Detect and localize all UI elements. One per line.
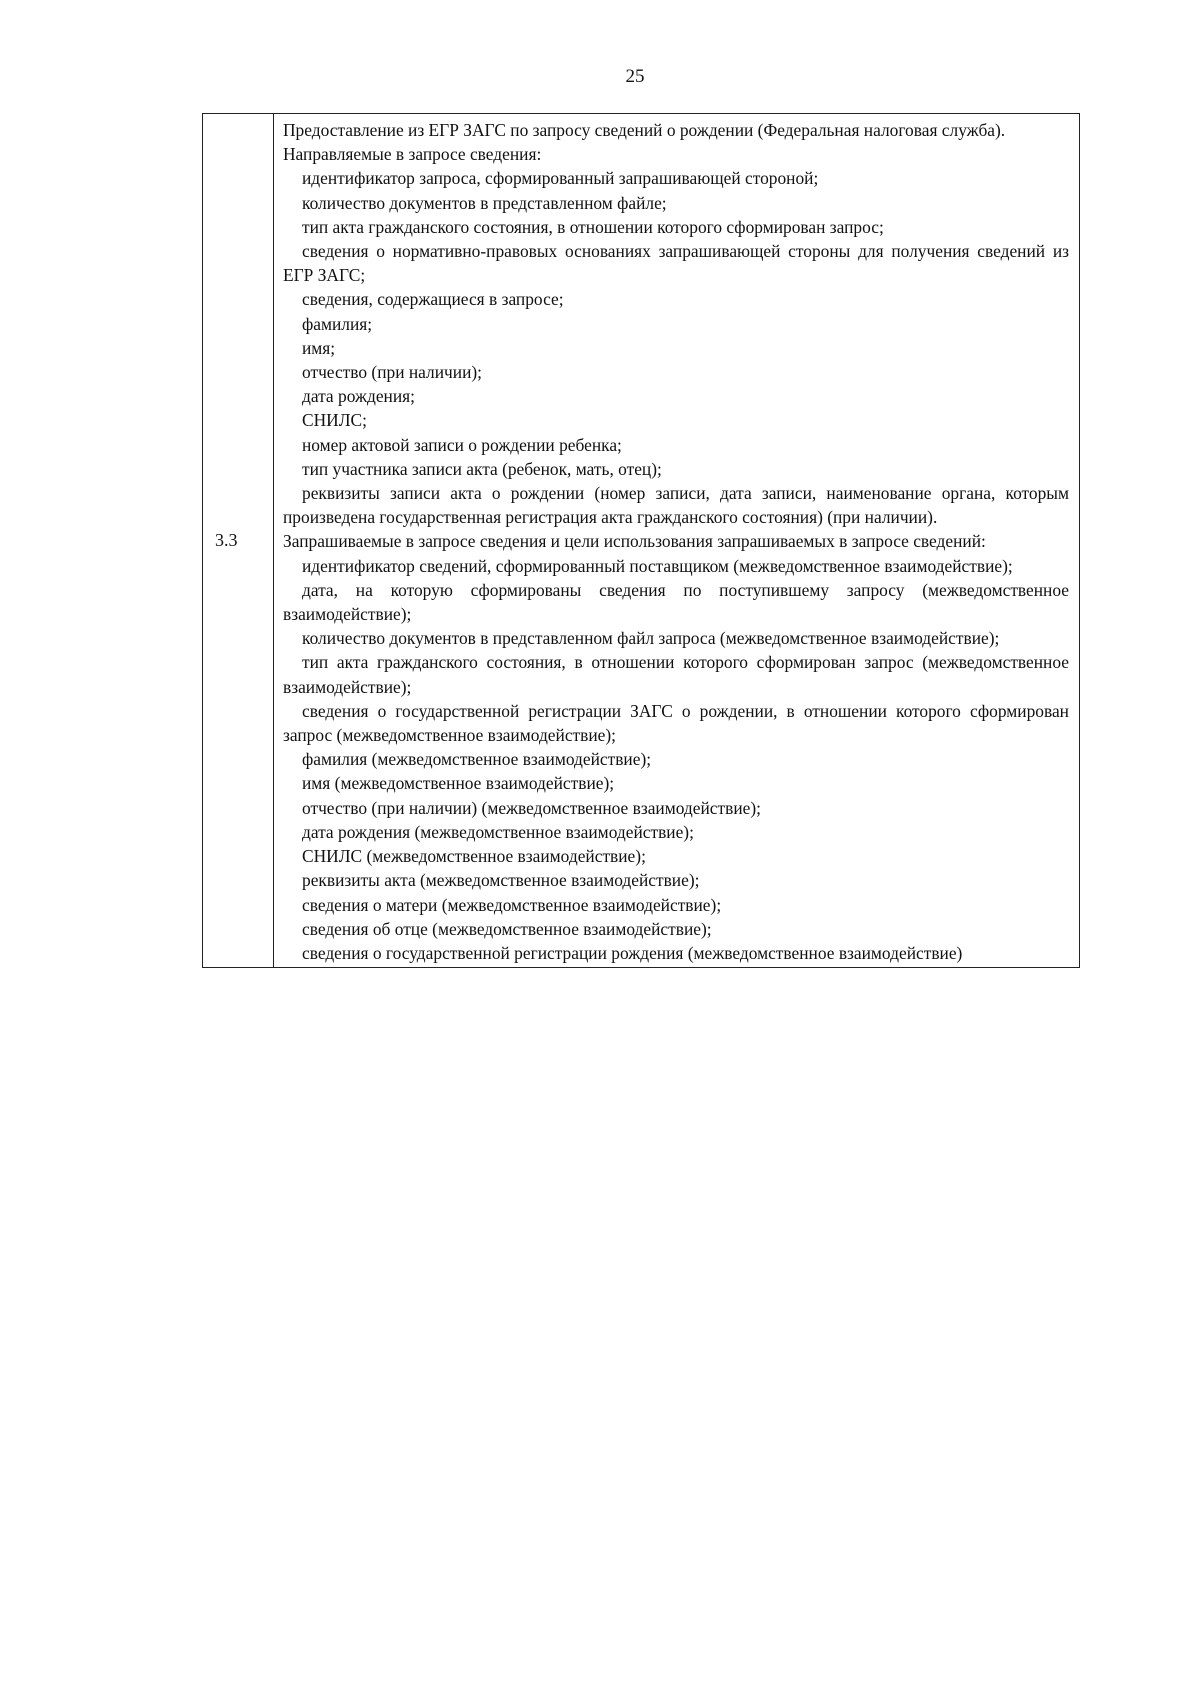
row-content-cell [274,114,1080,968]
content-paragraph: имя (межведомственное взаимодействие); [302,773,615,794]
content-paragraph: идентификатор запроса, сформированный запрашивающей стороной; [302,168,819,189]
content-paragraph: сведения о государственной регистрации ЗАГС о рождении, в отношении которого сформирован запрос (межведомственное взаимодействие); [283,700,1069,746]
content-paragraph: сведения о государственной регистрации рождения (межведомственное взаимодействие) [302,942,963,963]
content-paragraph: идентификатор сведений, сформированный поставщиком (межведомственное взаимодействие); [302,555,1013,576]
table-row [203,114,1080,968]
paragraph-list [283,118,1069,965]
content-paragraph: количество документов в представленном файле; [302,192,667,213]
content-paragraph: Направляемые в запросе сведения: [283,144,542,165]
content-paragraph: отчество (при наличии); [302,362,483,383]
content-paragraph: дата рождения; [302,386,415,407]
content-paragraph: сведения, содержащиеся в запросе; [302,289,564,310]
content-paragraph: фамилия; [302,313,373,334]
row-number-cell: 3.3 [203,114,274,968]
content-paragraph: реквизиты акта (межведомственное взаимодействие); [302,870,700,891]
content-paragraph: количество документов в представленном файл запроса (межведомственное взаимодействие); [302,628,1000,649]
content-paragraph: сведения об отце (межведомственное взаимодействие); [302,918,712,939]
content-paragraph: реквизиты записи акта о рождении (номер записи, дата записи, наименование органа, которым произведена государственная регистрация акта гражданского состояния) (при наличии). [283,483,1069,528]
content-paragraph: сведения о нормативно-правовых основаниях запрашивающей стороны для получения сведений из ЕГР ЗАГС; [283,241,1069,286]
content-paragraph: СНИЛС; [302,410,367,431]
content-paragraph: Запрашиваемые в запросе сведения и цели использования запрашиваемых в запросе сведений: [283,531,986,552]
content-paragraph: имя; [302,337,336,358]
content-paragraph: номер актовой записи о рождении ребенка; [302,434,622,455]
content-paragraph: дата рождения (межведомственное взаимодействие); [302,821,694,842]
document-table [202,113,1080,968]
content-paragraph: СНИЛС (межведомственное взаимодействие); [302,846,646,867]
content-paragraph: фамилия (межведомственное взаимодействие); [302,749,652,770]
content-paragraph: тип акта гражданского состояния, в отношении которого сформирован запрос; [302,216,884,237]
content-paragraph: Предоставление из ЕГР ЗАГС по запросу сведений о рождении (Федеральная налоговая служба). [283,120,1006,140]
content-paragraph: отчество (при наличии) (межведомственное взаимодействие); [302,797,761,818]
content-paragraph: сведения о матери (межведомственное взаимодействие); [302,894,722,915]
content-paragraph: тип участника записи акта (ребенок, мать, отец); [302,458,662,479]
page-number: 25 [625,66,645,87]
content-paragraph: тип акта гражданского состояния, в отношении которого сформирован запрос (межведомственное взаимодействие); [283,652,1069,697]
content-paragraph: дата, на которую сформированы сведения по поступившему запросу (межведомственное взаимодействие); [283,579,1069,625]
